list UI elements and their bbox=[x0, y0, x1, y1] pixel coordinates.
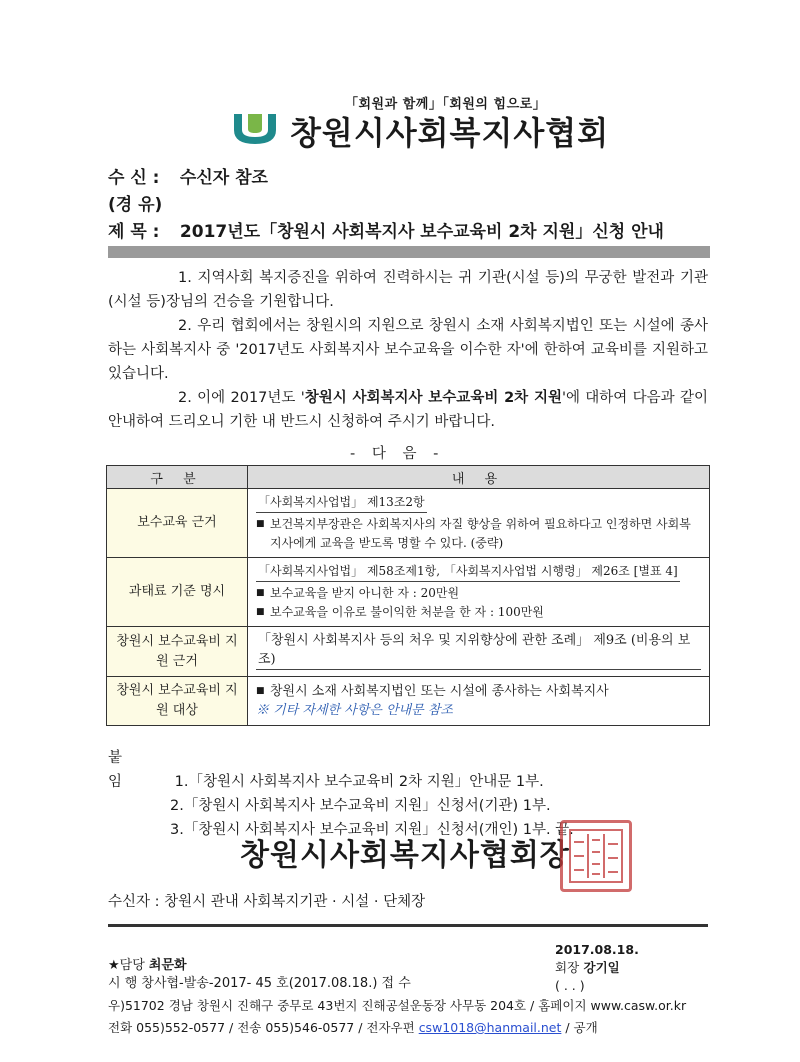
law-reference: 「사회복지사업법」 제58조제1항, 「사회복지사업법 시행령」 제26조 [별표 4] bbox=[256, 562, 680, 582]
paragraph-3-suffix: '에 대하여 다음과 같이 안내하여 드리오니 기한 내 반드시 신청하여 주시기 바랍니다. bbox=[108, 390, 708, 430]
bullet-item: ■ 창원시 소재 사회복지법인 또는 시설에 종사하는 사회복지사 bbox=[256, 682, 701, 701]
attachments-label: 붙 임 bbox=[108, 750, 133, 790]
row-content bbox=[248, 489, 710, 558]
contact-line bbox=[108, 1018, 598, 1038]
table-row bbox=[107, 558, 710, 627]
footer-divider bbox=[108, 924, 708, 927]
paragraph-3 bbox=[108, 386, 708, 434]
via-line: (경 유) bbox=[108, 195, 163, 215]
seal-icon bbox=[568, 828, 624, 884]
attachment-item: 3.「창원시 사회복지사 보수교육비 지원」신청서(개인) 1부. 끝. bbox=[170, 822, 574, 838]
bullet-item: ■ 보수교육을 받지 아니한 자 : 20만원 bbox=[256, 584, 701, 603]
row-label: 창원시 보수교육비 지원 대상 bbox=[107, 677, 248, 726]
row-content bbox=[248, 677, 710, 726]
bullet-item: ■ 보수교육을 이유로 불이익한 처분을 한 자 : 100만원 bbox=[256, 603, 701, 622]
table-note: ※ 기타 자세한 사항은 안내문 참조 bbox=[256, 703, 453, 718]
law-reference: 「사회복지사업법」 제13조2항 bbox=[256, 493, 427, 513]
paragraph-3-bold: 창원시 사회복지사 보수교육비 2차 지원 bbox=[304, 390, 562, 406]
official-seal-stamp bbox=[560, 820, 632, 892]
attachment-item: 1.「창원시 사회복지사 보수교육비 2차 지원」안내문 1부. bbox=[174, 774, 544, 790]
attachment-item: 2.「창원시 사회복지사 보수교육비 지원」신청서(기관) 1부. bbox=[170, 798, 551, 814]
header-divider bbox=[108, 246, 710, 258]
table-header-row bbox=[107, 466, 710, 489]
row-content bbox=[248, 558, 710, 627]
paragraph-1: 1. 지역사회 복지증진을 위하여 진력하시는 귀 기관(시설 등)의 무궁한 발전과 기관(시설 등)장님의 건승을 기원합니다. bbox=[108, 270, 708, 310]
email-link[interactable]: csw1018@hanmail.net bbox=[418, 1020, 562, 1035]
chair-label: 회장 bbox=[555, 960, 580, 975]
date-block bbox=[555, 941, 639, 995]
recipient-label: 수 신 : bbox=[108, 168, 160, 188]
chair-name: 강기일 bbox=[583, 960, 620, 975]
table-row bbox=[107, 677, 710, 726]
row-label: 과태료 기준 명시 bbox=[107, 558, 248, 627]
law-reference: 「창원시 사회복지사 등의 처우 및 지위향상에 관한 조례」 제9조 (비용의 보조) bbox=[256, 631, 701, 670]
issue-line: 시 행 창사협-발송-2017- 45 호(2017.08.18.) 접 수 bbox=[108, 976, 411, 991]
row-content bbox=[248, 627, 710, 677]
slogan: 「회원과 함께」「회원의 힘으로」 bbox=[345, 97, 547, 112]
row-label: 창원시 보수교육비 지원 근거 bbox=[107, 627, 248, 677]
daum-heading: - 다 음 - bbox=[350, 446, 445, 462]
contact-suffix: / 공개 bbox=[565, 1020, 598, 1035]
receipt-blank: ( . . ) bbox=[555, 978, 585, 993]
row-label: 보수교육 근거 bbox=[107, 489, 248, 558]
issue-date: 2017.08.18. bbox=[555, 942, 639, 957]
manager-label: ★담당 bbox=[108, 958, 145, 973]
paragraph-3-prefix: 2. 이에 2017년도 ' bbox=[178, 390, 305, 406]
bullet-item: ■ 보건복지부장관은 사회복지사의 자질 향상을 위하여 필요하다고 인정하면 사회복지사에게 교육을 받도록 명할 수 있다. (중략) bbox=[256, 515, 701, 553]
manager-line bbox=[108, 956, 187, 976]
table-row bbox=[107, 489, 710, 558]
table-header-content: 내 용 bbox=[248, 466, 710, 489]
recipients-line: 수신자 : 창원시 관내 사회복지기관 · 시설 · 단체장 bbox=[108, 894, 426, 910]
subject-line bbox=[108, 217, 664, 242]
contact-prefix: 전화 055)552-0577 / 전송 055)546-0577 / 전자우편 bbox=[108, 1020, 415, 1035]
manager-name: 최문화 bbox=[148, 958, 187, 973]
sender-name: 창원시사회복지사협회장 bbox=[240, 838, 570, 873]
recipient-line bbox=[108, 163, 268, 188]
subject-label: 제 목 : bbox=[108, 222, 160, 242]
recipient-value: 수신자 참조 bbox=[179, 168, 268, 188]
association-logo-icon bbox=[232, 112, 278, 146]
paragraph-2: 2. 우리 협회에서는 창원시의 지원으로 창원시 소재 사회복지법인 또는 시설에 종사하는 사회복지사 중 '2017년도 사회복지사 보수교육을 이수한 자'에 한하여 교육비를 지원하고 있습니다. bbox=[108, 318, 708, 382]
chair-line bbox=[555, 959, 639, 977]
address-line: 우)51702 경남 창원시 진해구 중무로 43번지 진해공설운동장 사무동 204호 / 홈페이지 www.casw.or.kr bbox=[108, 998, 687, 1013]
table-header-category: 구 분 bbox=[107, 466, 248, 489]
table-row bbox=[107, 627, 710, 677]
subject-value: 2017년도「창원시 사회복지사 보수교육비 2차 지원」신청 안내 bbox=[179, 222, 664, 242]
attachments bbox=[108, 746, 574, 842]
body-paragraphs bbox=[108, 266, 708, 434]
organization-title: 창원시사회복지사협회 bbox=[290, 114, 610, 152]
info-table bbox=[106, 465, 710, 726]
